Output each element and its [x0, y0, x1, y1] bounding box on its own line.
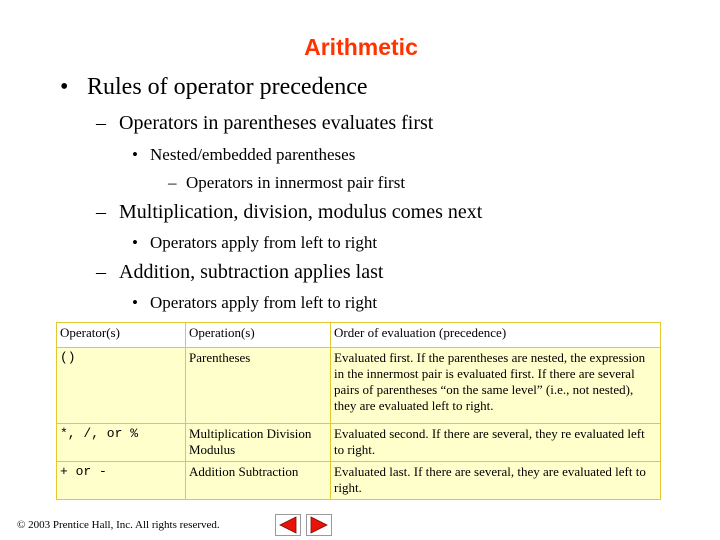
copyright-footer: © 2003 Prentice Hall, Inc. All rights reserved. [17, 519, 220, 531]
header-order: Order of evaluation (precedence) [331, 323, 661, 348]
header-operations: Operation(s) [186, 323, 331, 348]
bullet-symbol: • [132, 145, 138, 164]
bullet-symbol: • [132, 293, 138, 312]
dash-symbol: – [96, 112, 106, 134]
bullet-item [60, 74, 368, 101]
level4-item-text: Operators in innermost pair first [186, 173, 406, 192]
sub-sub-item-text: Operators apply from left to right [150, 293, 378, 312]
sub-sub-item [132, 145, 355, 165]
dash-symbol: – [96, 261, 106, 283]
table-row [57, 462, 661, 500]
sub-sub-item [132, 293, 377, 313]
cell-operation: Multiplication Division Modulus [186, 424, 331, 462]
sub-item-text: Operators in parentheses evaluates first [119, 112, 434, 134]
cell-operator: + or - [57, 462, 186, 500]
sub-item [96, 261, 383, 284]
cell-order: Evaluated last. If there are several, they are evaluated left to right. [331, 462, 661, 500]
triangle-left-icon [275, 514, 301, 536]
cell-order: Evaluated second. If there are several, they re evaluated left to right. [331, 424, 661, 462]
table-header-row [57, 323, 661, 348]
bullet-symbol: • [60, 74, 69, 100]
slide-title: Arithmetic [304, 34, 418, 60]
cell-operation: Parentheses [186, 348, 331, 424]
header-operators: Operator(s) [57, 323, 186, 348]
sub-item-text: Addition, subtraction applies last [119, 261, 384, 283]
cell-operator: *, /, or % [57, 424, 186, 462]
cell-operation: Addition Subtraction [186, 462, 331, 500]
sub-sub-item-text: Operators apply from left to right [150, 233, 378, 252]
sub-sub-item [132, 233, 377, 253]
cell-order: Evaluated first. If the parentheses are nested, the expression in the innermost pair is evaluated first. If there are several pairs of parentheses “on the same level” (i.e., not nested), they are evaluated left to right. [331, 348, 661, 424]
table-row [57, 424, 661, 462]
sub-item [96, 112, 433, 135]
level4-item [168, 173, 405, 193]
table-row [57, 348, 661, 424]
triangle-right-icon [306, 514, 332, 536]
cell-operator: () [57, 348, 186, 424]
next-slide-button[interactable] [306, 514, 332, 536]
sub-item [96, 201, 482, 224]
dash-symbol: – [168, 173, 177, 192]
dash-symbol: – [96, 201, 106, 223]
sub-sub-item-text: Nested/embedded parentheses [150, 145, 356, 164]
sub-item-text: Multiplication, division, modulus comes next [119, 201, 483, 223]
bullet-symbol: • [132, 233, 138, 252]
previous-slide-button[interactable] [275, 514, 301, 536]
precedence-table [56, 322, 661, 500]
bullet-text: Rules of operator precedence [87, 74, 368, 100]
